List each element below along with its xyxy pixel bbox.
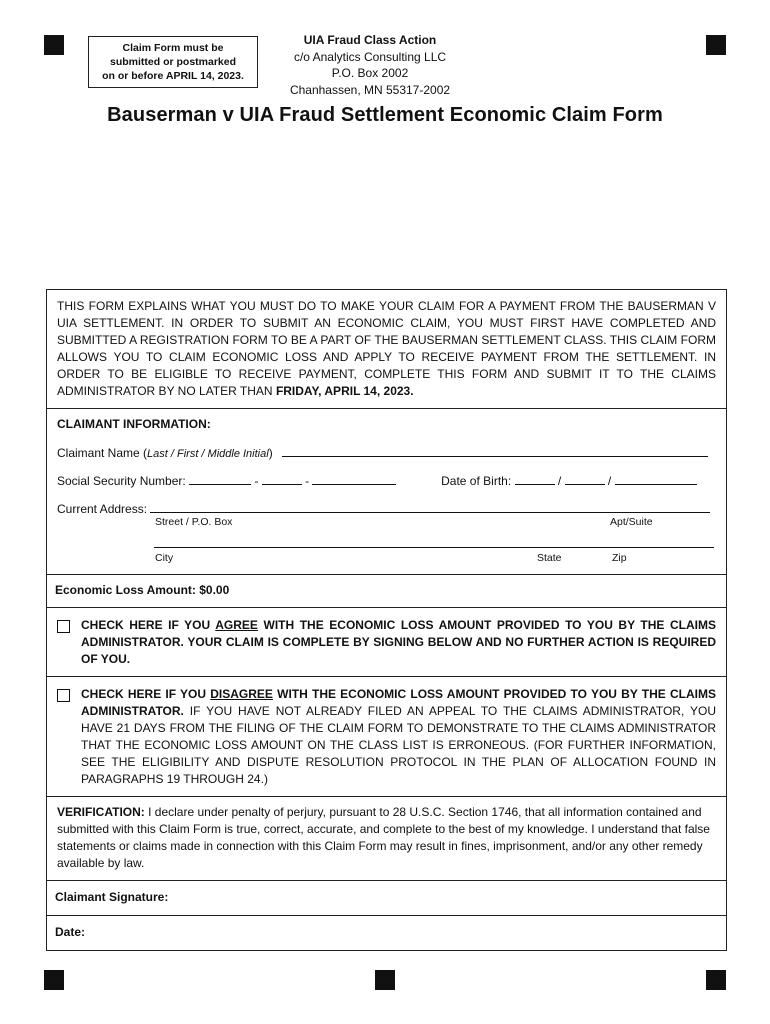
address-city-state-zip: Chanhassen, MN 55317-2002 bbox=[289, 82, 451, 97]
claim-form bbox=[46, 289, 727, 951]
verification-section bbox=[47, 796, 726, 880]
disagree-keyword: DISAGREE bbox=[210, 687, 273, 701]
signature-field[interactable] bbox=[47, 880, 726, 915]
address-label: Current Address: bbox=[57, 502, 148, 516]
city-sublabel: City bbox=[155, 552, 174, 564]
date-field[interactable] bbox=[47, 915, 726, 950]
street-sublabel: Street / P.O. Box bbox=[155, 516, 233, 528]
agree-checkbox[interactable] bbox=[57, 620, 70, 633]
economic-loss-amount: $0.00 bbox=[199, 583, 230, 597]
claimant-information-section bbox=[47, 408, 726, 574]
signature-label: Claimant Signature: bbox=[55, 890, 169, 904]
economic-loss-label: Economic Loss Amount: bbox=[55, 583, 196, 597]
ssn-field-part-2[interactable] bbox=[262, 472, 302, 485]
agree-section bbox=[47, 607, 726, 676]
date-label: Date: bbox=[55, 925, 86, 939]
page-title: Bauserman v UIA Fraud Settlement Economic Claim Form bbox=[107, 104, 663, 126]
dob-year-field[interactable] bbox=[615, 472, 697, 485]
registration-mark-bottom-left bbox=[44, 970, 64, 990]
registration-mark-top-left bbox=[44, 35, 64, 55]
verification-text: I declare under penalty of perjury, pursuant to 28 U.S.C. Section 1746, that all information contained and submitted with this Claim Form is true, correct, accurate, and complete to the best of my knowledge. I understand that false statements or claims made in connection with this Claim Form may result in fines, imprisonment, and/or any other remedy available by law. bbox=[57, 805, 710, 870]
registration-mark-bottom-center bbox=[375, 970, 395, 990]
verification-label: VERIFICATION: bbox=[57, 805, 145, 819]
dob-day-field[interactable] bbox=[565, 472, 605, 485]
disagree-text-rest: IF YOU HAVE NOT ALREADY FILED AN APPEAL TO THE CLAIMS ADMINISTRATOR, YOU HAVE 21 DAYS FROM THE FILING OF THE CLAIM FORM TO DEMONSTRATE TO THE CLAIMS ADMINISTRATOR THAT THE ECONOMIC LOSS AMOUNT ON THE CLASS LIST IS ERRONEOUS. (FOR FURTHER INFORMATION, SEE THE ELIGIBILITY AND DISPUTE RESOLUTION PROTOCOL IN THE PLAN OF ALLOCATION FOUND IN PARAGRAPHS 19 THROUGH 24.) bbox=[81, 704, 716, 786]
dob-month-field[interactable] bbox=[515, 472, 555, 485]
economic-loss-section bbox=[47, 574, 726, 607]
apt-sublabel: Apt/Suite bbox=[610, 516, 653, 528]
disagree-section bbox=[47, 676, 726, 796]
claimant-name-close: ) bbox=[268, 446, 273, 460]
agree-text-post: WITH THE ECONOMIC LOSS AMOUNT PROVIDED TO YOU BY THE CLAIMS ADMINISTRATOR. YOUR CLAIM IS COMPLETE BY SIGNING BELOW AND NO FURTHER ACTION IS REQUIRED OF YOU. bbox=[81, 618, 716, 666]
dob-slash-2: / bbox=[607, 474, 612, 488]
disagree-checkbox[interactable] bbox=[57, 689, 70, 702]
claimant-name-field[interactable] bbox=[282, 444, 708, 457]
agree-keyword: AGREE bbox=[215, 618, 258, 632]
intro-section bbox=[47, 290, 726, 408]
zip-sublabel: Zip bbox=[612, 552, 627, 564]
city-state-zip-field[interactable] bbox=[154, 535, 714, 548]
disagree-text-post: WITH THE ECONOMIC LOSS AMOUNT PROVIDED TO YOU BY THE CLAIMS ADMINISTRATOR. bbox=[81, 687, 717, 718]
intro-text: THIS FORM EXPLAINS WHAT YOU MUST DO TO MAKE YOUR CLAIM FOR A PAYMENT FROM THE BAUSERMAN V UIA SETTLEMENT. IN ORDER TO SUBMIT AN ECONOMIC CLAIM, YOU MUST FIRST HAVE COMPLETED AND SUBMITTED A REGISTRATION FORM TO BE A PART OF THE BAUSERMAN SETTLEMENT CLASS. THIS CLAIM FORM ALLOWS YOU TO CLAIM ECONOMIC LOSS AND APPLY TO RECEIVE PAYMENT FROM THE SETTLEMENT. IN ORDER TO BE ELIGIBLE TO RECEIVE PAYMENT, COMPLETE THIS FORM AND SUBMIT IT TO THE CLAIMS ADMINISTRATOR BY NO LATER THAN bbox=[57, 299, 716, 398]
deadline-line-3: on or before APRIL 14, 2023. bbox=[102, 70, 244, 82]
ssn-field-part-3[interactable] bbox=[312, 472, 396, 485]
disagree-text-pre: CHECK HERE IF YOU bbox=[81, 687, 211, 701]
address-po-box: P.O. Box 2002 bbox=[331, 66, 409, 80]
claimant-name-hint: Last / First / Middle Initial bbox=[147, 448, 269, 460]
ssn-dash-2: - bbox=[305, 474, 310, 488]
ssn-field-part-1[interactable] bbox=[189, 472, 251, 485]
agree-text-pre: CHECK HERE IF YOU bbox=[81, 618, 216, 632]
intro-deadline: FRIDAY, APRIL 14, 2023. bbox=[275, 384, 414, 398]
claimant-heading: CLAIMANT INFORMATION: bbox=[57, 417, 211, 431]
address-care-of: c/o Analytics Consulting LLC bbox=[293, 49, 447, 64]
registration-mark-bottom-right bbox=[706, 970, 726, 990]
ssn-dash-1: - bbox=[254, 474, 259, 488]
deadline-notice-box bbox=[88, 36, 258, 88]
deadline-line-2: submitted or postmarked bbox=[109, 56, 237, 68]
claimant-name-label: Claimant Name ( bbox=[57, 446, 148, 460]
mailing-address bbox=[270, 32, 470, 98]
registration-mark-top-right bbox=[706, 35, 726, 55]
dob-slash-1: / bbox=[557, 474, 562, 488]
deadline-line-1: Claim Form must be bbox=[122, 42, 224, 54]
state-sublabel: State bbox=[537, 552, 562, 564]
ssn-label: Social Security Number: bbox=[57, 474, 186, 488]
dob-label: Date of Birth: bbox=[441, 474, 512, 488]
address-name: UIA Fraud Class Action bbox=[303, 33, 437, 47]
street-address-field[interactable] bbox=[150, 500, 710, 513]
